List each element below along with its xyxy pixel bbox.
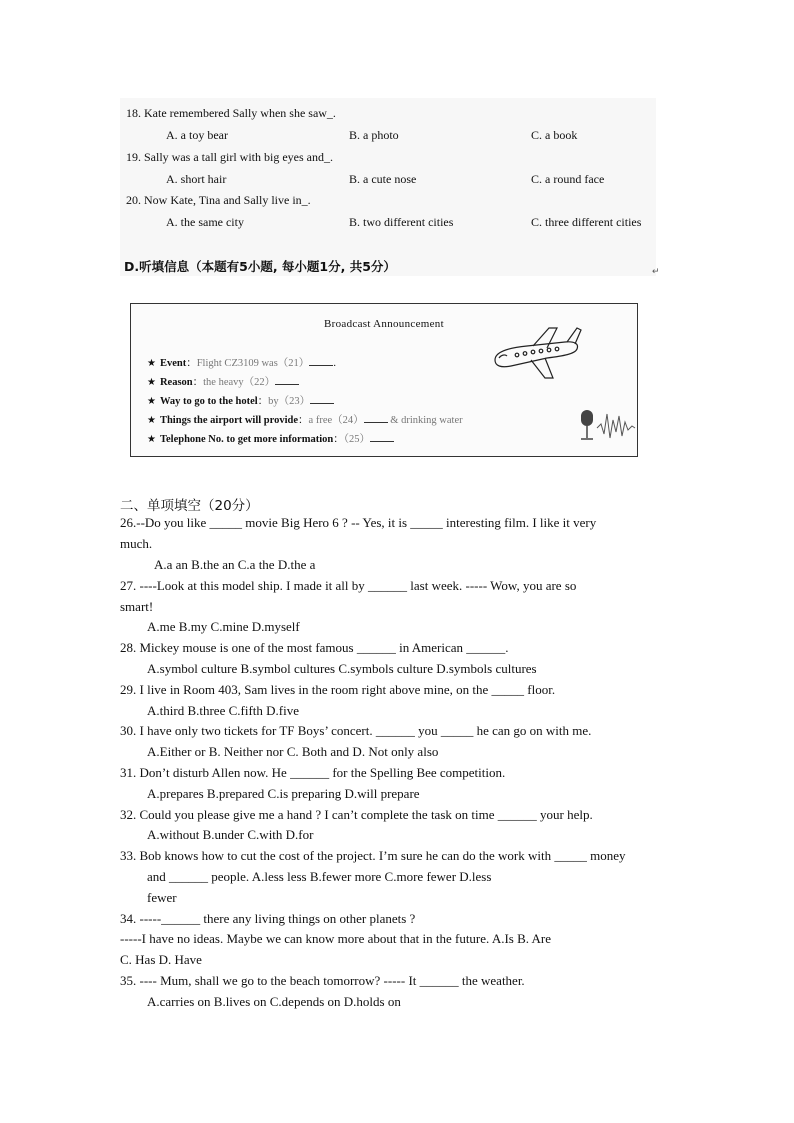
q19-stem: 19. Sally was a tall girl with big eyes and_. [126, 150, 333, 164]
section-2-heading: 二、单项填空（20分） [120, 498, 259, 514]
q18-option-b: B. a photo [349, 128, 399, 142]
q31-options: A.prepares B.prepared C.is preparing D.will prepare [147, 786, 420, 801]
q18-option-a: A. a toy bear [166, 128, 228, 142]
q19-option-b: B. a cute nose [349, 172, 417, 186]
q28-options: A.symbol culture B.symbol cultures C.symbols culture D.symbols cultures [147, 661, 537, 676]
q27-options: A.me B.my C.mine D.myself [147, 619, 300, 634]
q26-options: A.a an B.the an C.a the D.the a [154, 557, 316, 572]
q31-stem: 31. Don’t disturb Allen now. He ______ for the Spelling Bee competition. [120, 765, 506, 780]
airplane-icon [487, 322, 583, 384]
q30-options: A.Either or B. Neither nor C. Both and D. Not only also [147, 744, 439, 759]
star-icon: ★ [147, 415, 156, 426]
star-icon: ★ [147, 377, 156, 388]
microphone-icon [577, 406, 637, 446]
q28-stem: 28. Mickey mouse is one of the most famous ______ in American ______. [120, 640, 509, 655]
q19-option-a: A. short hair [166, 172, 227, 186]
q26-line-1: 26.--Do you like _____ movie Big Hero 6 ? -- Yes, it is _____ interesting film. I like it very [120, 515, 597, 530]
q20-option-a: A. the same city [166, 215, 244, 229]
return-mark: ↵ [652, 266, 660, 276]
q29-stem: 29. I live in Room 403, Sam lives in the room right above mine, on the _____ floor. [120, 682, 556, 697]
broadcast-title: Broadcast Announcement [324, 318, 444, 330]
section-d-heading: D.听填信息（本题有5小题, 每小题1分, 共5分） [124, 259, 396, 274]
q19-option-c: C. a round face [531, 172, 605, 186]
answer-blank-24[interactable] [364, 414, 388, 423]
star-icon: ★ [147, 358, 156, 369]
q34-line-3: C. Has D. Have [120, 952, 202, 967]
q30-stem: 30. I have only two tickets for TF Boys’ concert. ______ you _____ he can go on with me. [120, 723, 592, 738]
scanned-listening-panel [120, 98, 656, 276]
q33-line-2: and ______ people. A.less less B.fewer more C.more fewer D.less [147, 869, 492, 884]
q27-line-1: 27. ----Look at this model ship. I made it all by ______ last week. ----- Wow, you are so [120, 578, 577, 593]
q18-option-c: C. a book [531, 128, 578, 142]
answer-blank-21[interactable] [309, 357, 333, 366]
answer-blank-23[interactable] [310, 395, 334, 404]
q20-stem: 20. Now Kate, Tina and Sally live in_. [126, 193, 311, 207]
q34-line-1: 34. -----______ there any living things on other planets ? [120, 911, 416, 926]
answer-blank-25[interactable] [370, 433, 394, 442]
broadcast-announcement-box [130, 303, 638, 457]
q33-line-3: fewer [147, 890, 177, 905]
q35-options: A.carries on B.lives on C.depends on D.holds on [147, 994, 401, 1009]
q20-option-c: C. three different cities [531, 215, 642, 229]
q27-line-2: smart! [120, 599, 154, 614]
q32-stem: 32. Could you please give me a hand ? I can’t complete the task on time ______ your help. [120, 807, 593, 822]
q33-line-1: 33. Bob knows how to cut the cost of the project. I’m sure he can do the work with _____ money [120, 848, 626, 863]
broadcast-line-reason: ★ Reason：the heavy（22） [147, 374, 299, 389]
q20-option-b: B. two different cities [349, 215, 454, 229]
broadcast-line-things: ★ Things the airport will provide：a free（24） & drinking water [147, 415, 463, 426]
star-icon: ★ [147, 434, 156, 445]
q32-options: A.without B.under C.with D.for [147, 827, 314, 842]
broadcast-line-telephone: ★ Telephone No. to get more information：（25） [147, 431, 394, 446]
q29-options: A.third B.three C.fifth D.five [147, 703, 299, 718]
broadcast-line-event: ★ Event：Flight CZ3109 was（21） . [147, 358, 336, 369]
q18-stem: 18. Kate remembered Sally when she saw_. [126, 106, 336, 120]
q34-line-2: -----I have no ideas. Maybe we can know more about that in the future. A.Is B. Are [120, 931, 552, 946]
star-icon: ★ [147, 396, 156, 407]
answer-blank-22[interactable] [275, 376, 299, 385]
broadcast-line-way: ★ Way to go to the hotel：by（23） [147, 393, 334, 408]
q26-line-2: much. [120, 536, 153, 551]
q35-stem: 35. ---- Mum, shall we go to the beach tomorrow? ----- It ______ the weather. [120, 973, 525, 988]
